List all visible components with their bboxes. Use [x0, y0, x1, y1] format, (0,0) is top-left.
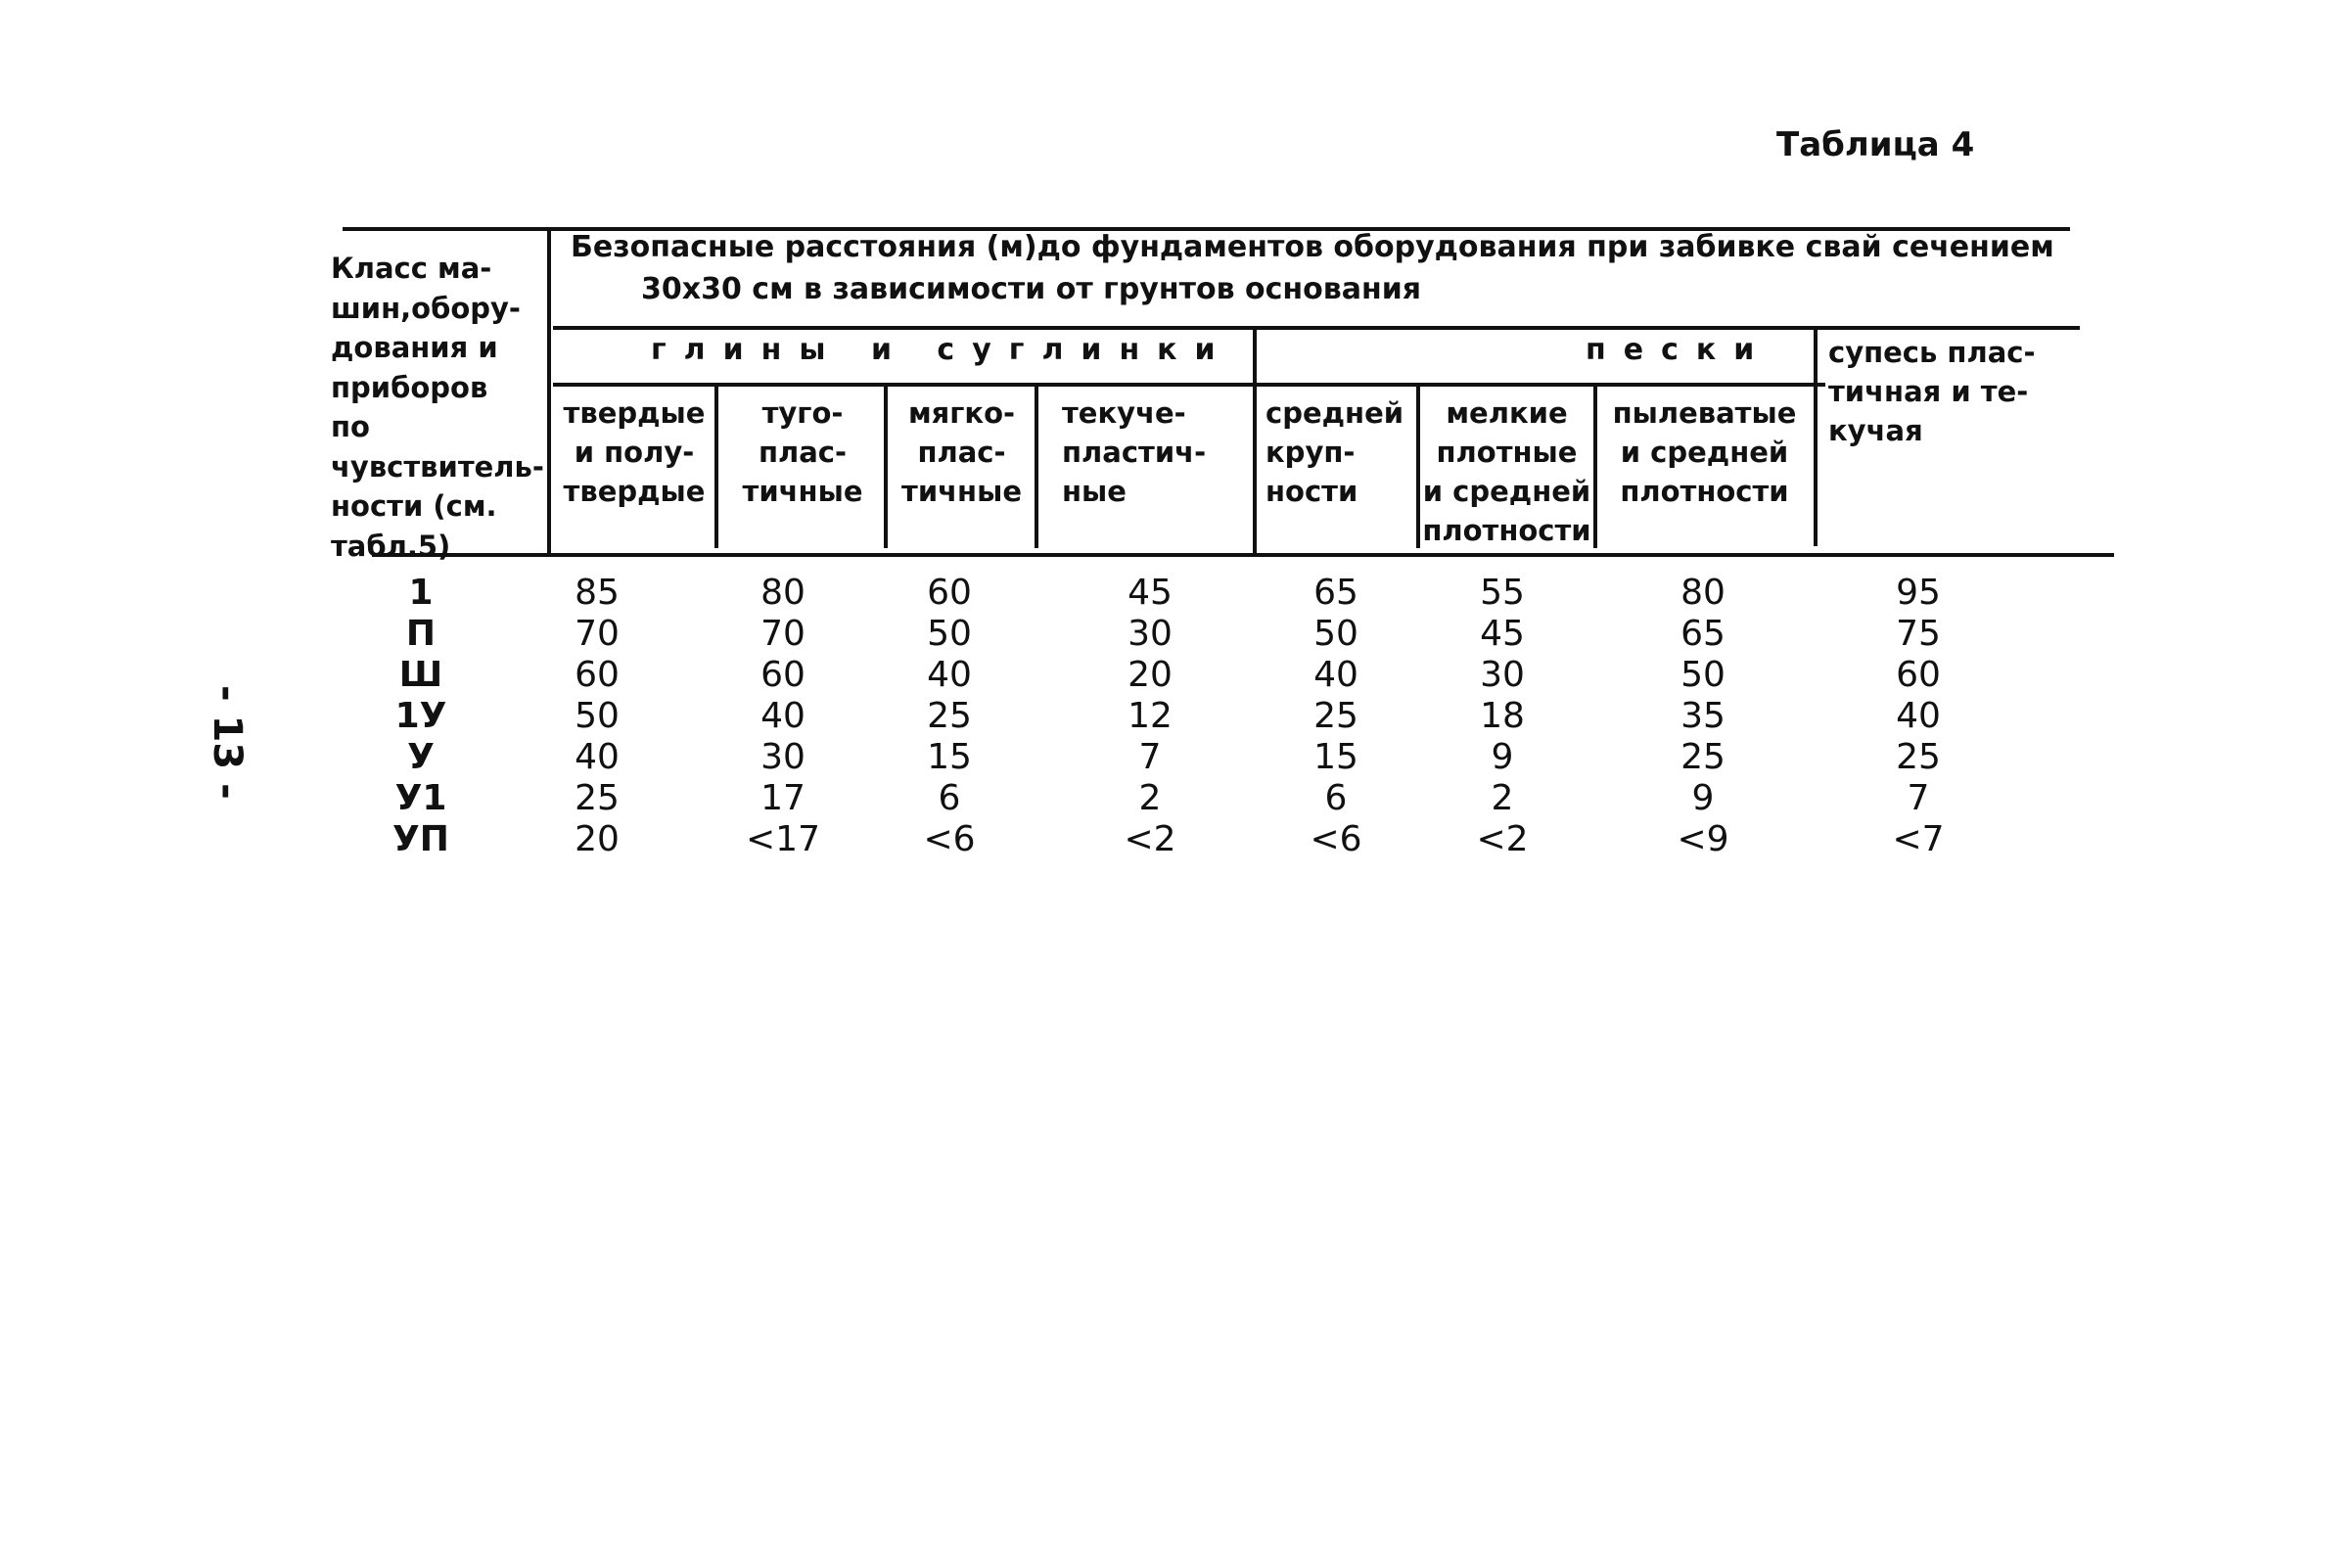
table-cell: 75	[1896, 614, 1941, 654]
class-header-line: ности (см.	[331, 489, 497, 523]
table-cell: 70	[575, 614, 620, 654]
rule-bottom-header	[372, 553, 2114, 557]
table-cell: 25	[575, 778, 620, 818]
subcolumn-header	[724, 393, 881, 511]
table-cell: 50	[1680, 655, 1726, 695]
table-cell: 40	[760, 696, 805, 736]
row-label: 1	[408, 573, 434, 613]
sandy-loam-line: супесь плас-	[1828, 336, 2036, 369]
subcolumn-line: мелкие	[1446, 396, 1568, 430]
divider-class	[547, 227, 551, 553]
table-cell: 85	[575, 573, 620, 613]
table-cell: 25	[1680, 737, 1726, 777]
subcolumn-line: плотные	[1436, 436, 1578, 469]
table-cell: 45	[1127, 573, 1173, 613]
subcolumn-header	[891, 393, 1033, 511]
divider-sand-loam	[1814, 326, 1818, 546]
table-cell: 80	[760, 573, 805, 613]
table-cell: 80	[1680, 573, 1726, 613]
subcolumn-line: мягко-	[907, 396, 1016, 430]
divider-clay-sand	[1253, 326, 1257, 553]
main-header-line2: 30x30 см в зависимости от грунтов основания	[641, 272, 1421, 306]
group-sandy-loam	[1828, 333, 2083, 450]
group-sands: пески	[1586, 333, 1772, 367]
class-header-line: приборов по	[331, 370, 488, 443]
table-cell: <7	[1892, 819, 1945, 859]
row-label: УП	[392, 819, 449, 859]
subcolumn-header	[1421, 393, 1592, 550]
table-cell: 20	[575, 819, 620, 859]
table-cell: 70	[760, 614, 805, 654]
table-cell: <2	[1476, 819, 1529, 859]
table-cell: 50	[575, 696, 620, 736]
subcolumn-line: средней	[1266, 396, 1404, 430]
subcolumn-line: плотности	[1422, 514, 1591, 547]
class-header-line: Класс ма-	[331, 252, 492, 285]
table-cell: 7	[1138, 737, 1162, 777]
divider-sub-2	[884, 387, 888, 548]
rule-header-mid	[553, 326, 2080, 330]
row-label: Ш	[398, 655, 443, 695]
divider-sub-3	[1035, 387, 1038, 548]
table-cell: 9	[1491, 737, 1514, 777]
table-cell: 65	[1680, 614, 1726, 654]
subcolumn-header	[556, 393, 713, 511]
row-label: 1У	[394, 696, 447, 736]
table-cell: 55	[1480, 573, 1525, 613]
row-label: У	[407, 737, 435, 777]
main-header-line1: Безопасные расстояния (м)до фундаментов оборудования при забивке свай сечением	[571, 230, 2054, 264]
table-cell: 25	[927, 696, 972, 736]
table-cell: 12	[1127, 696, 1173, 736]
table-cell: 65	[1313, 573, 1358, 613]
subcolumn-line: туго-	[761, 396, 844, 430]
table-cell: <17	[746, 819, 820, 859]
subcolumn-header	[1599, 393, 1810, 511]
row-label: У1	[394, 778, 447, 818]
table-cell: 17	[760, 778, 805, 818]
table-cell: 20	[1127, 655, 1173, 695]
subcolumn-line: пылеватые	[1612, 396, 1797, 430]
table-cell: 40	[1313, 655, 1358, 695]
table-cell: 40	[575, 737, 620, 777]
table-cell: <2	[1124, 819, 1176, 859]
table-cell: 30	[760, 737, 805, 777]
subcolumn-line: ные	[1062, 475, 1127, 508]
rule-group	[553, 383, 1825, 387]
table-cell: 25	[1896, 737, 1941, 777]
table-cell: 9	[1691, 778, 1715, 818]
table-cell: 25	[1313, 696, 1358, 736]
class-header-line: чувствитель-	[331, 449, 544, 484]
subcolumn-header	[1062, 393, 1248, 511]
subcolumn-line: твердые	[563, 475, 706, 508]
class-header	[331, 249, 544, 566]
table-cell: 2	[1491, 778, 1514, 818]
subcolumn-line: плас-	[758, 436, 848, 469]
table-cell: 60	[575, 655, 620, 695]
table-cell: 50	[1313, 614, 1358, 654]
subcolumn-line: тичные	[901, 475, 1022, 508]
table-cell: 95	[1896, 573, 1941, 613]
table-cell: 6	[1324, 778, 1348, 818]
subcolumn-line: ности	[1266, 475, 1358, 508]
table-cell: 15	[1313, 737, 1358, 777]
table-cell: 40	[927, 655, 972, 695]
subcolumn-line: и полу-	[574, 436, 695, 469]
divider-sub-1	[714, 387, 718, 548]
subcolumn-line: и средней	[1620, 436, 1789, 469]
class-header-line: дования и	[331, 331, 498, 364]
table-cell: 30	[1480, 655, 1525, 695]
table-cell: 45	[1480, 614, 1525, 654]
subcolumn-line: тичные	[742, 475, 863, 508]
sandy-loam-line: кучая	[1828, 414, 1923, 447]
subcolumn-line: и средней	[1422, 475, 1591, 508]
subcolumn-line: круп-	[1266, 436, 1356, 469]
table-cell: <6	[1310, 819, 1362, 859]
divider-sub-5	[1416, 387, 1420, 548]
table-cell: 30	[1127, 614, 1173, 654]
subcolumn-line: текуче-	[1062, 396, 1186, 430]
table-cell: 15	[927, 737, 972, 777]
subcolumn-header	[1266, 393, 1412, 511]
table-cell: 18	[1480, 696, 1525, 736]
subcolumn-line: пластич-	[1062, 436, 1207, 469]
table-cell: 35	[1680, 696, 1726, 736]
page-number: - 13 -	[205, 685, 250, 800]
table-cell: 7	[1907, 778, 1930, 818]
subcolumn-line: плас-	[917, 436, 1006, 469]
table-cell: 2	[1138, 778, 1162, 818]
table-cell: 40	[1896, 696, 1941, 736]
row-label: П	[405, 614, 437, 654]
subcolumn-line: плотности	[1620, 475, 1789, 508]
table-cell: 60	[927, 573, 972, 613]
class-header-line: шин,обору-	[331, 291, 521, 325]
class-header-line: табл.5)	[331, 529, 451, 563]
sandy-loam-line: тичная и те-	[1828, 375, 2029, 408]
table-cell: 6	[938, 778, 961, 818]
table-cell: 50	[927, 614, 972, 654]
divider-sub-6	[1593, 387, 1597, 548]
table-cell: <6	[923, 819, 976, 859]
table-cell: 60	[760, 655, 805, 695]
group-clays: глины и суглинки	[651, 333, 1233, 367]
table-cell: 60	[1896, 655, 1941, 695]
subcolumn-line: твердые	[563, 396, 706, 430]
table-cell: <9	[1677, 819, 1729, 859]
table-caption: Таблица 4	[1776, 125, 1975, 164]
